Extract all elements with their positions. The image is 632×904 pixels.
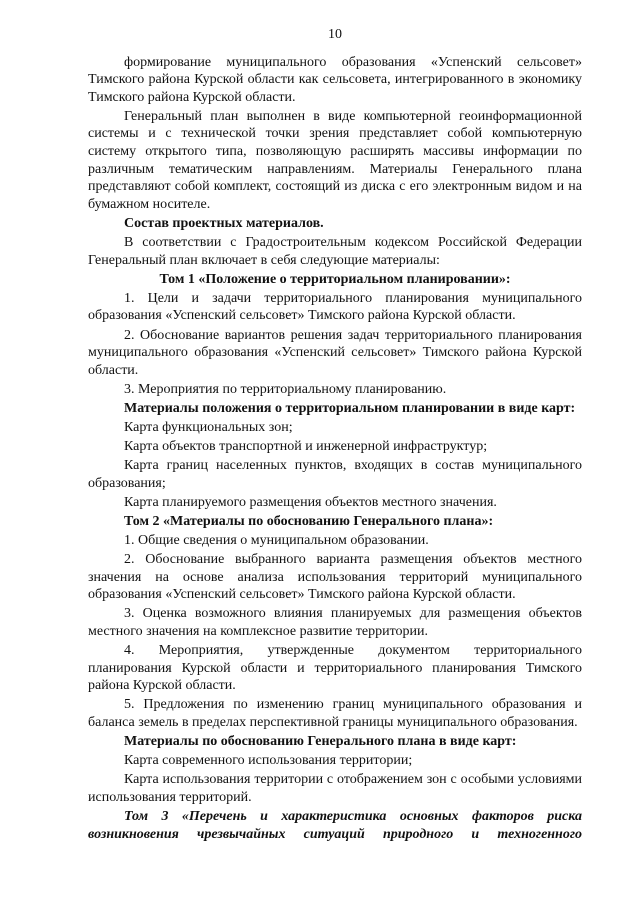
map-item-special-zones: Карта использования территории с отображением зон с особыми условиями использования территорий. — [88, 772, 582, 805]
map-item-boundaries: Карта границ населенных пунктов, входящих в состав муниципального образования; — [88, 458, 582, 491]
heading-composition: Состав проектных материалов. — [124, 215, 324, 231]
map-item-infrastructure: Карта объектов транспортной и инженерной инфраструктур; — [124, 439, 488, 455]
paragraph-intro: формирование муниципального образования «Успенский сельсовет» Тимского района Курской области как сельсовета, интегрированного в экономику Тимского района Курской области. — [88, 54, 582, 105]
paragraph-gis: Генеральный план выполнен в виде компьютерной геоинформационной системы и с технической точки зрения представляет собой компьютерную систему открытого типа, позволяющую расширять массивы информации по различным тематическим направлениям. Материалы Генерального плана представляют собой комплект, состоящий из диска с его электронным видом и на бумажном носителе. — [88, 108, 582, 212]
list-item-2-4: 4. Мероприятия, утвержденные документом территориального планирования Курской области и территориального планирования Тимского района Курской области. — [88, 643, 582, 694]
heading-maps-2: Материалы по обоснованию Генерального плана в виде карт: — [124, 734, 517, 750]
paragraph-code: В соответствии с Градостроительным кодексом Российской Федерации Генеральный план включает в себя следующие материалы: — [88, 235, 582, 268]
list-item-1-3: 3. Мероприятия по территориальному планированию. — [124, 381, 447, 397]
heading-volume-3: Том 3 «Перечень и характеристика основных факторов риска возникновения чрезвычайных ситуаций природного и техногенного — [88, 808, 582, 842]
list-item-2-1: 1. Общие сведения о муниципальном образовании. — [124, 533, 429, 549]
list-item-1-1: 1. Цели и задачи территориального планирования муниципального образования «Успенский сельсовет» Тимского района Курской области. — [88, 290, 582, 324]
document-page — [88, 26, 582, 845]
map-item-current-use: Карта современного использования территории; — [124, 753, 413, 769]
page-number: 10 — [328, 27, 342, 42]
list-item-1-2: 2. Обоснование вариантов решения задач территориального планирования муниципального образования «Успенский сельсовет» Тимского района Курской области. — [88, 327, 582, 378]
map-item-functional-zones: Карта функциональных зон; — [124, 419, 293, 435]
heading-volume-1: Том 1 «Положение о территориальном планировании»: — [159, 271, 511, 287]
heading-maps-1: Материалы положения о территориальном планировании в виде карт: — [124, 400, 576, 416]
map-item-local-objects: Карта планируемого размещения объектов местного значения. — [124, 494, 497, 510]
heading-volume-2: Том 2 «Материалы по обоснованию Генерального плана»: — [124, 513, 494, 529]
list-item-2-3: 3. Оценка возможного влияния планируемых для размещения объектов местного значения на комплексное развитие территории. — [88, 606, 582, 639]
list-item-2-2: 2. Обоснование выбранного варианта размещения объектов местного значения на основе анализа использования территорий муниципального образования «Успенский сельсовет» Тимского района Курской области. — [88, 552, 582, 603]
list-item-2-5: 5. Предложения по изменению границ муниципального образования и баланса земель в пределах перспективной границы муниципального образования. — [88, 697, 582, 730]
